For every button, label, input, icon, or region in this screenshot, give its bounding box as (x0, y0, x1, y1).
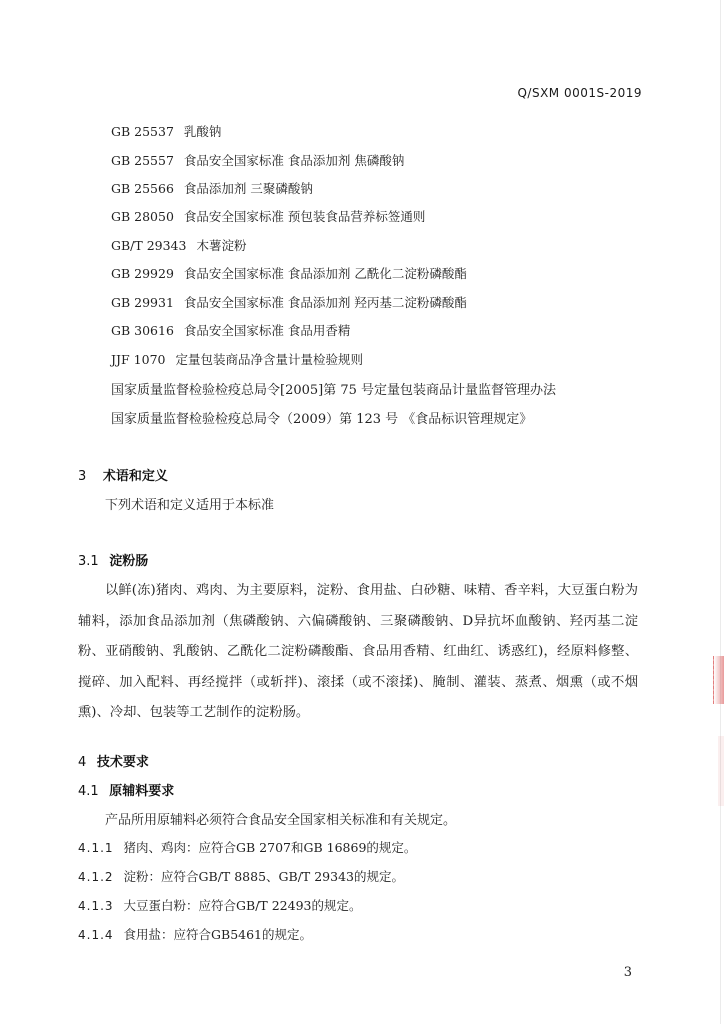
reference-code: GB 28050 (111, 209, 174, 224)
seal-stamp-shadow (718, 736, 724, 806)
reference-item (111, 122, 221, 140)
reference-code: GB 29929 (111, 266, 174, 281)
reference-code: GB 25537 (111, 124, 174, 139)
reference-item (111, 350, 363, 368)
section-intro: 下列术语和定义适用于本标准 (105, 498, 275, 513)
subsection-heading (78, 550, 148, 569)
clause-item (78, 925, 312, 943)
section-title: 术语和定义 (102, 469, 168, 484)
reference-item (111, 151, 404, 169)
reference-title: 食品安全国家标准 食品添加剂 焦磷酸钠 (183, 153, 405, 168)
reference-code: JJF 1070 (111, 352, 166, 367)
section-number: 3 (78, 469, 87, 484)
clause-number: 4.1.4 (78, 928, 114, 942)
reference-title: 食品安全国家标准 食品添加剂 羟丙基二淀粉磷酸酯 (183, 295, 467, 310)
standard-code-header: Q/SXM 0001S-2019 (517, 86, 642, 100)
reference-title: 食品安全国家标准 食品用香精 (183, 323, 351, 338)
section-heading (78, 751, 149, 770)
subsection-number: 4.1 (78, 784, 99, 799)
subsection-intro: 产品所用原辅料必须符合食品安全国家相关标准和有关规定。 (105, 813, 457, 828)
clause-item (78, 867, 404, 885)
clause-item (78, 838, 416, 856)
clause-text: 淀粉：应符合GB/T 8885、GB/T 29343的规定。 (123, 869, 404, 884)
reference-title: 定量包装商品净含量计量检验规则 (175, 352, 363, 367)
subsection-title: 原辅料要求 (109, 784, 175, 799)
reference-code: GB 25566 (111, 181, 174, 196)
reference-item (111, 293, 467, 311)
reference-title: 乳酸钠 (183, 124, 222, 139)
section-number: 4 (78, 755, 87, 770)
scan-edge (720, 0, 721, 1024)
section-heading (78, 465, 168, 484)
clause-number: 4.1.1 (78, 841, 114, 855)
definition-paragraph: 以鲜(冻)猪肉、鸡肉、为主要原料，淀粉、食用盐、白砂糖、味精、香辛料，大豆蛋白粉为辅料，添加食品添加剂（焦磷酸钠、六偏磷酸钠、三聚磷酸钠、D异抗坏血酸钠、羟丙基二淀粉、亚硝酸钠、乳酸钠、乙酰化二淀粉磷酸酯、食品用香精、红曲红、诱惑红)，经原料修整、搅碎、加入配料、再经搅拌（或斩拌)、滚揉（或不滚揉)、腌制、灌装、蒸煮、烟熏（或不烟熏)、冷却、包装等工艺制作的淀粉肠。 (78, 583, 638, 720)
subsection-heading (78, 780, 174, 799)
section-title: 技术要求 (96, 755, 149, 770)
subsection-title: 淀粉肠 (109, 554, 149, 569)
reference-code: GB/T 29343 (111, 238, 187, 253)
reference-item (111, 236, 246, 254)
reference-title: 木薯淀粉 (196, 238, 247, 253)
reference-title: 食品安全国家标准 预包装食品营养标签通则 (183, 209, 426, 224)
clause-text: 大豆蛋白粉：应符合GB/T 22493的规定。 (123, 898, 362, 913)
reference-code: GB 30616 (111, 323, 174, 338)
clause-number: 4.1.2 (78, 870, 114, 884)
reference-title: 食品安全国家标准 食品添加剂 乙酰化二淀粉磷酸酯 (183, 266, 467, 281)
clause-item (78, 896, 362, 914)
clause-number: 4.1.3 (78, 899, 114, 913)
page-number: 3 (623, 965, 632, 980)
clause-text: 食用盐：应符合GB5461的规定。 (123, 927, 313, 942)
regulation-item: 国家质量监督检验检疫总局令（2009）第 123 号 《食品标识管理规定》 (111, 412, 533, 427)
clause-text: 猪肉、鸡肉：应符合GB 2707和GB 16869的规定。 (123, 840, 417, 855)
reference-title: 食品添加剂 三聚磷酸钠 (183, 181, 313, 196)
reference-item (111, 264, 467, 282)
reference-item (111, 207, 425, 225)
reference-item (111, 179, 313, 197)
reference-item (111, 321, 350, 339)
reference-code: GB 25557 (111, 153, 174, 168)
regulation-item: 国家质量监督检验检疫总局令[2005]第 75 号定量包装商品计量监督管理办法 (111, 383, 557, 398)
subsection-number: 3.1 (78, 554, 99, 569)
reference-code: GB 29931 (111, 295, 174, 310)
seal-stamp-fragment (713, 656, 724, 704)
